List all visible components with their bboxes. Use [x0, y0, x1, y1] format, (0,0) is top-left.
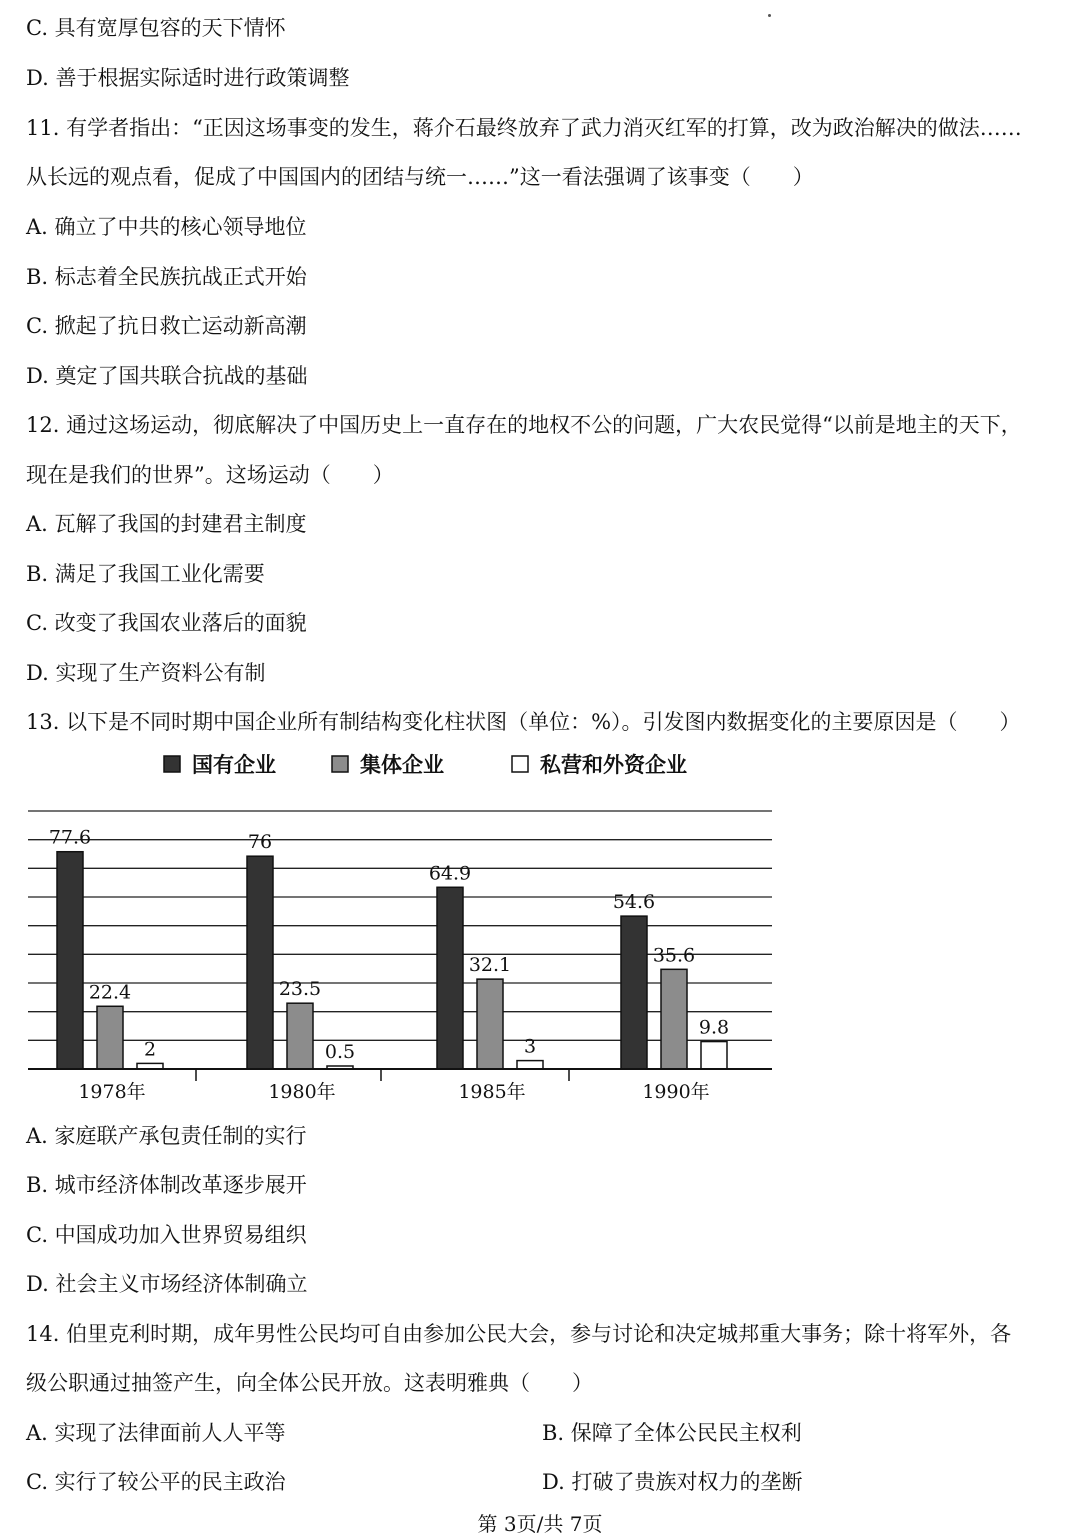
q10-option-d[interactable]: D. 善于根据实际适时进行政策调整 — [26, 66, 350, 90]
bar-1-2 — [97, 1006, 123, 1069]
q12-option-b[interactable]: B. 满足了我国工业化需要 — [26, 562, 265, 586]
value-label-1-2: 22.4 — [88, 981, 132, 1004]
legend-swatch-3 — [512, 756, 528, 772]
legend-swatch-2 — [332, 756, 348, 772]
x-tick-label-3: 1985年 — [458, 1081, 526, 1103]
q10-option-c[interactable]: C. 具有宽厚包容的天下情怀 — [26, 16, 286, 40]
value-label-1-1: 77.6 — [48, 826, 92, 849]
scan-speck — [768, 14, 771, 17]
x-tick-label-2: 1980年 — [268, 1081, 336, 1103]
q13-stem: 13. 以下是不同时期中国企业所有制结构变化柱状图（单位：%）。引发图内数据变化的主要原因是（ ） — [26, 710, 1021, 734]
q12-option-a[interactable]: A. 瓦解了我国的封建君主制度 — [26, 512, 307, 536]
q13-option-c[interactable]: C. 中国成功加入世界贸易组织 — [26, 1223, 307, 1247]
q14-stem-line1: 14. 伯里克利时期，成年男性公民均可自由参加公民大会，参与讨论和决定城邦重大事务；除十将军外，各 — [26, 1322, 1012, 1346]
q13-option-d[interactable]: D. 社会主义市场经济体制确立 — [26, 1272, 308, 1296]
q11-stem-line1: 11. 有学者指出：“正因这场事变的发生，蒋介石最终放弃了武力消灭红军的打算，改为政治解决的做法…… — [26, 116, 1022, 140]
value-label-2-1: 76 — [247, 831, 273, 854]
value-label-4-2: 35.6 — [652, 944, 696, 967]
x-tick-label-1: 1978年 — [78, 1081, 146, 1103]
chart-canvas — [26, 745, 776, 1105]
bar-4-2 — [661, 969, 687, 1069]
value-label-4-3: 9.8 — [698, 1016, 730, 1039]
q11-option-d[interactable]: D. 奠定了国共联合抗战的基础 — [26, 364, 308, 388]
q14-option-a[interactable]: A. 实现了法律面前人人平等 — [26, 1421, 286, 1445]
bar-3-2 — [477, 979, 503, 1069]
ownership-bar-chart — [26, 745, 776, 1105]
q13-option-b[interactable]: B. 城市经济体制改革逐步展开 — [26, 1173, 307, 1197]
bar-4-1 — [621, 916, 647, 1069]
page-footer: 第 3页/共 7页 — [477, 1512, 603, 1536]
legend-label-3: 私营和外资企业 — [540, 753, 687, 777]
q13-option-a[interactable]: A. 家庭联产承包责任制的实行 — [26, 1124, 307, 1148]
value-label-1-3: 2 — [143, 1038, 157, 1061]
q11-option-c[interactable]: C. 掀起了抗日救亡运动新高潮 — [26, 314, 307, 338]
bar-2-2 — [287, 1003, 313, 1069]
q14-stem-line2: 级公职通过抽签产生，向全体公民开放。这表明雅典（ ） — [26, 1371, 593, 1395]
q12-stem-line2: 现在是我们的世界”。这场运动（ ） — [26, 463, 394, 487]
value-label-4-1: 54.6 — [612, 891, 656, 914]
q11-option-b[interactable]: B. 标志着全民族抗战正式开始 — [26, 265, 307, 289]
bar-1-1 — [57, 852, 83, 1069]
x-tick-label-4: 1990年 — [642, 1081, 710, 1103]
q11-option-a[interactable]: A. 确立了中共的核心领导地位 — [26, 215, 307, 239]
q14-option-d[interactable]: D. 打破了贵族对权力的垄断 — [542, 1470, 803, 1494]
q14-option-c[interactable]: C. 实行了较公平的民主政治 — [26, 1470, 286, 1494]
legend-label-2: 集体企业 — [360, 753, 444, 777]
legend-label-1: 国有企业 — [192, 753, 276, 777]
value-label-2-3: 0.5 — [324, 1041, 356, 1063]
chart-legend — [164, 753, 687, 777]
q14-option-b[interactable]: B. 保障了全体公民民主权利 — [542, 1421, 802, 1445]
bar-3-1 — [437, 887, 463, 1069]
q12-stem-line1: 12. 通过这场运动，彻底解决了中国历史上一直存在的地权不公的问题，广大农民觉得“以前是地主的天下， — [26, 413, 1022, 437]
q12-option-d[interactable]: D. 实现了生产资料公有制 — [26, 661, 266, 685]
bar-3-3 — [517, 1061, 543, 1069]
value-label-3-3: 3 — [523, 1035, 537, 1058]
legend-swatch-1 — [164, 756, 180, 772]
q12-option-c[interactable]: C. 改变了我国农业落后的面貌 — [26, 611, 307, 635]
chart-bars — [57, 852, 730, 1069]
value-label-2-2: 23.5 — [278, 978, 322, 1001]
value-label-3-2: 32.1 — [468, 954, 512, 977]
value-label-3-1: 64.9 — [428, 862, 472, 885]
bar-4-3 — [701, 1042, 727, 1069]
q11-stem-line2: 从长远的观点看，促成了中国国内的团结与统一……”这一看法强调了该事变（ ） — [26, 165, 814, 189]
chart-x-axis — [28, 1069, 772, 1103]
bar-2-1 — [247, 856, 273, 1069]
